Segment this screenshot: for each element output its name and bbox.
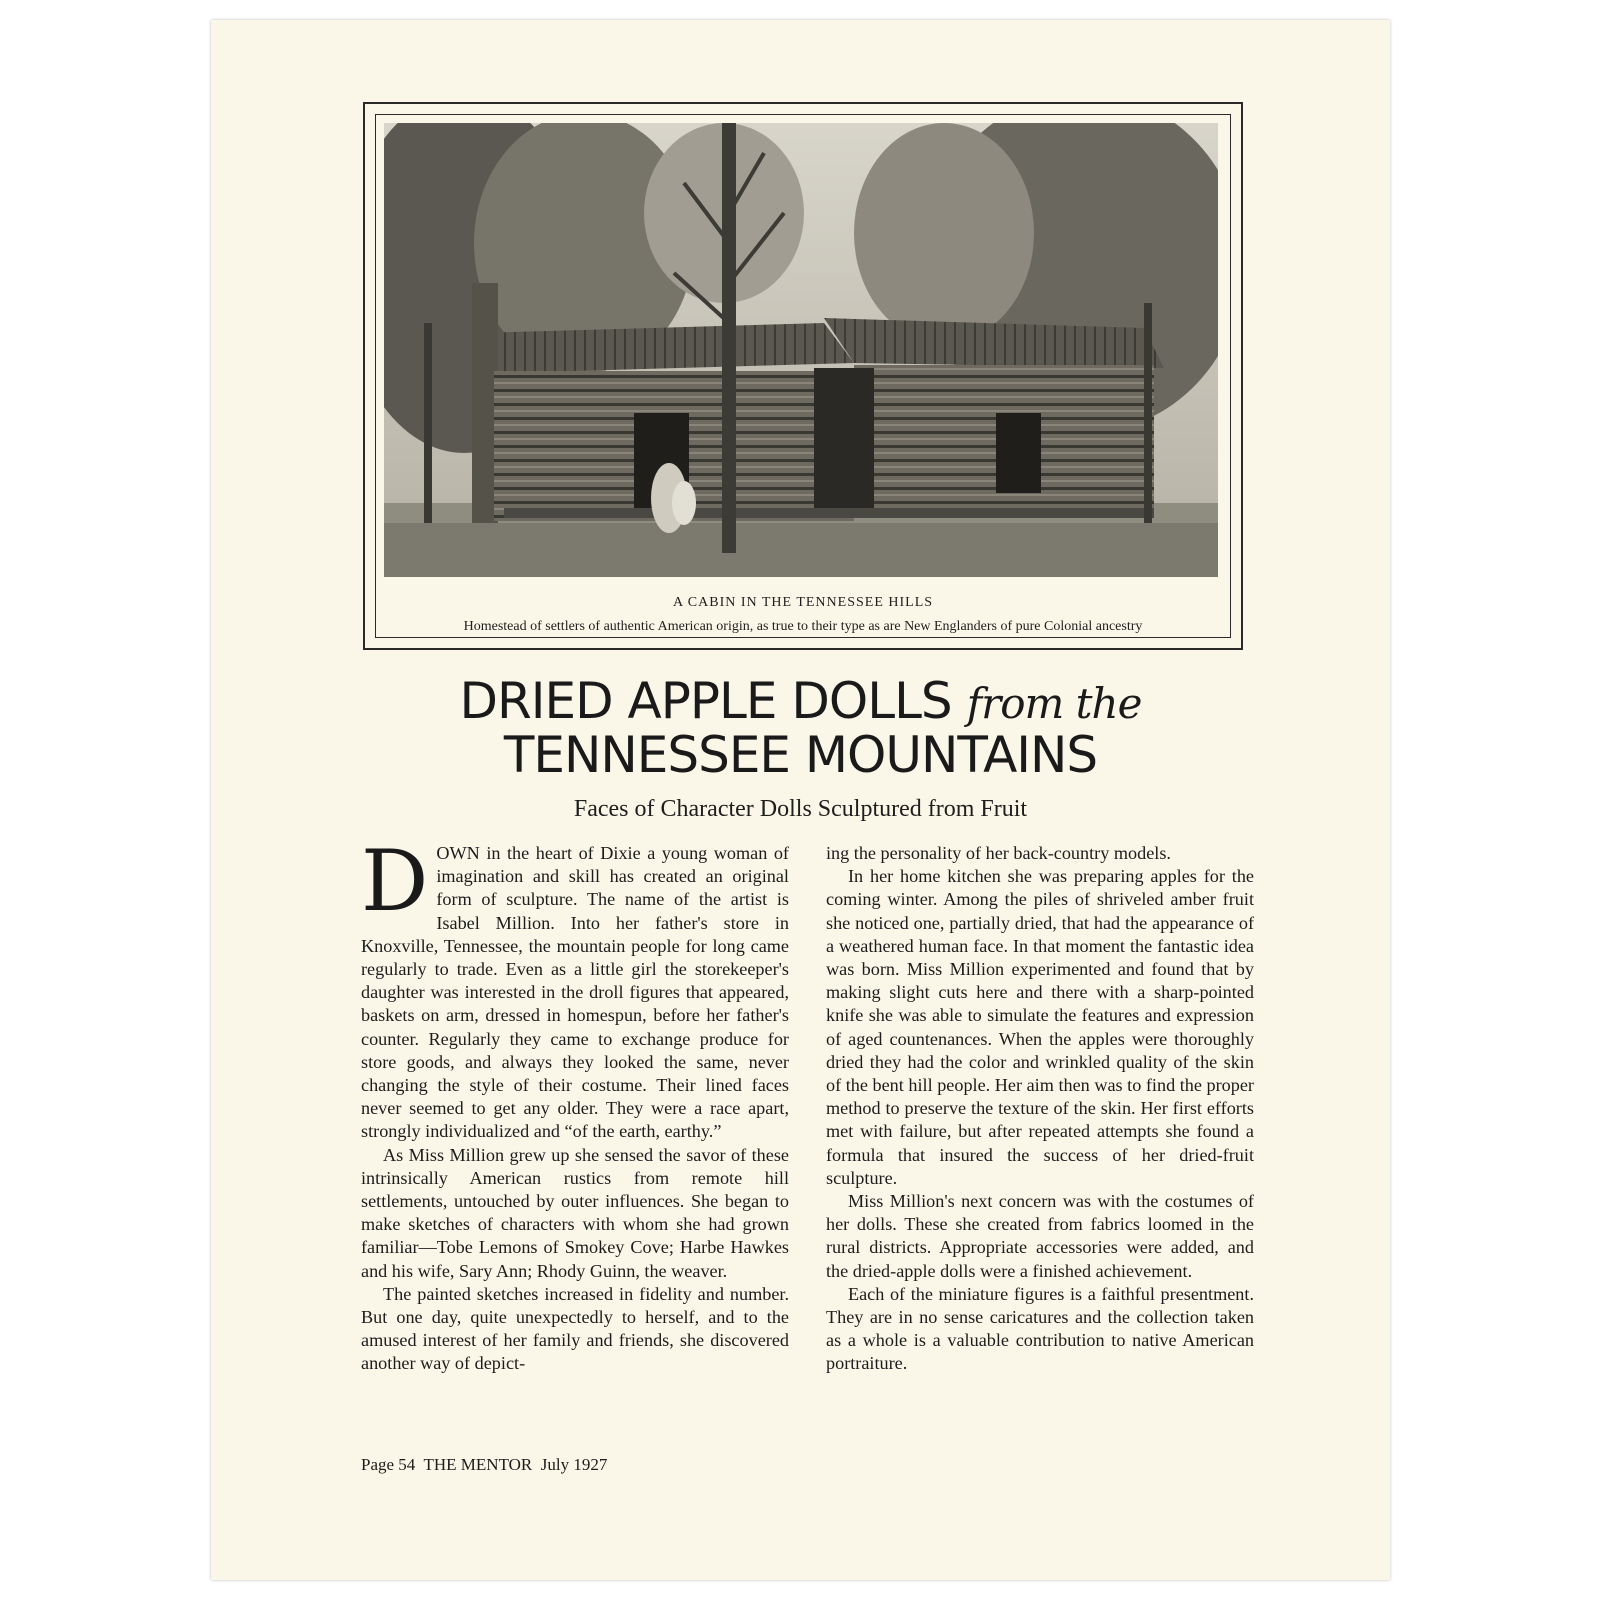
photo-caption-text: Homestead of settlers of authentic American origin, as true to their type as are New Englanders of pure Colonial ancestry (463, 619, 1143, 634)
article-column-1 (361, 832, 789, 1376)
magazine-name: THE MENTOR (423, 1455, 533, 1474)
headline-line-2: TENNESSEE MOUNTAINS (503, 726, 1098, 784)
page-footer (361, 1455, 607, 1475)
cabin-photo-illustration (384, 123, 1218, 577)
headline-italic-text: from the (966, 679, 1142, 728)
issue-date: July 1927 (540, 1455, 608, 1474)
article-paragraph (361, 832, 789, 1144)
page-number: Page 54 (361, 1455, 416, 1474)
article-paragraph: In her home kitchen she was preparing apples for the coming winter. Among the piles of shriveled amber fruit she noticed one, partially dried, that had the appearance of a weathered human face. In that moment the fantastic idea was born. Miss Million experimented and found that by making slight cuts here and there with a sharp-pointed knife she was able to simulate the features and expression of aged countenances. When the apples were thoroughly dried they had the color and wrinkled quality of the skin of the bent hill people. Her aim then was to find the proper method to preserve the texture of the skin. Her first efforts met with failure, but after repeated attempts she found a formula that insured the success of her dried-fruit sculpture. (826, 866, 1254, 1188)
drop-cap: D (361, 832, 429, 930)
subheadline: Faces of Character Dolls Sculptured from Fruit (573, 796, 1028, 822)
headline-line-1 (211, 672, 1390, 730)
article-column-2 (826, 842, 1254, 1376)
article-paragraph: As Miss Million grew up she sensed the savor of these intrinsically American rustics from remote hill settlements, untouched by outer influences. She began to make sketches of characters with whom she had grown familiar—Tobe Lemons of Smokey Cove; Harbe Hawkes and his wife, Sary Ann; Rhody Guinn, the weaver. (361, 1144, 789, 1281)
paragraph-text: OWN in the heart of Dixie a young woman of imagination and skill has created an original form of sculpture. The name of the artist is Isabel Million. Into her father's store in Knoxville, Tennessee, the mountain people for long came regularly to trade. Even as a little girl the storekeeper's daughter was interested in the droll figures that appeared, baskets on arm, dressed in homespun, before her father's counter. Regularly they came to exchange produce for store goods, and always they looked the same, never changing the style of their costume. Their lined faces never seemed to get any older. They were a race apart, strongly individualized and “of the earth, earthy.” (361, 843, 789, 1142)
photo-caption-title: A CABIN IN THE TENNESSEE HILLS (672, 595, 934, 610)
cabin-photograph (384, 123, 1218, 577)
article-paragraph: Each of the miniature figures is a faithful presentment. They are in no sense caricatures and the collection taken as a whole is a valuable contribution to native American portraiture. (826, 1283, 1254, 1374)
magazine-page (211, 20, 1390, 1580)
photo-inner-border (375, 114, 1231, 638)
article-paragraph: Miss Million's next concern was with the costumes of her dolls. These she created from fabrics loomed in the rural districts. Appropriate accessories were added, and the dried-apple dolls were a finished achievement. (826, 1191, 1254, 1281)
article-paragraph: The painted sketches increased in fidelity and number. But one day, quite unexpectedly to herself, and to the amused interest of her family and friends, she discovered another way of depict- (361, 1283, 789, 1374)
photo-frame (363, 102, 1243, 650)
headline-main-text: DRIED APPLE DOLLS (459, 672, 952, 730)
article-paragraph: ing the personality of her back-country models. (826, 843, 1171, 863)
